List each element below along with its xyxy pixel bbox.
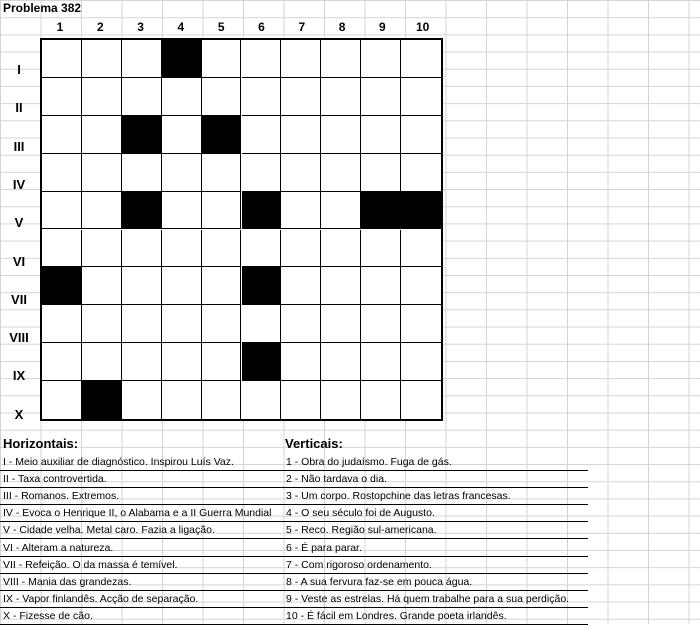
grid-cell[interactable] bbox=[42, 343, 82, 381]
grid-cell[interactable] bbox=[281, 381, 321, 419]
grid-cell[interactable] bbox=[281, 305, 321, 343]
clue-row bbox=[283, 557, 588, 574]
clue-row bbox=[0, 557, 283, 574]
grid-cell[interactable] bbox=[281, 343, 321, 381]
grid-cell[interactable] bbox=[361, 116, 401, 154]
clue-row bbox=[0, 488, 283, 505]
clue-row bbox=[283, 471, 588, 488]
grid-cell[interactable] bbox=[321, 78, 361, 116]
grid-cell[interactable] bbox=[361, 154, 401, 192]
grid-cell[interactable] bbox=[122, 230, 162, 268]
grid-cell[interactable] bbox=[242, 40, 282, 78]
grid-cell[interactable] bbox=[82, 78, 122, 116]
grid-cell[interactable] bbox=[281, 116, 321, 154]
clue-text: 9 - Veste as estrelas. Há quem trabalhe para a sua perdição. bbox=[286, 592, 570, 605]
grid-cell[interactable] bbox=[82, 192, 122, 230]
grid-cell[interactable] bbox=[42, 154, 82, 192]
grid-cell[interactable] bbox=[321, 305, 361, 343]
puzzle-title: Problema 382 bbox=[3, 1, 82, 15]
grid-cell[interactable] bbox=[202, 192, 242, 230]
grid-cell[interactable] bbox=[361, 40, 401, 78]
grid-cell[interactable] bbox=[242, 230, 282, 268]
grid-cell[interactable] bbox=[321, 154, 361, 192]
column-number: 3 bbox=[137, 20, 144, 34]
row-number: X bbox=[14, 406, 24, 422]
grid-cell-black bbox=[242, 192, 282, 230]
row-number: IX bbox=[12, 368, 26, 384]
grid-cell[interactable] bbox=[281, 267, 321, 305]
grid-cell[interactable] bbox=[122, 381, 162, 419]
clue-text: III - Romanos. Extremos. bbox=[3, 490, 120, 503]
grid-cell[interactable] bbox=[42, 192, 82, 230]
grid-cell-black bbox=[242, 267, 282, 305]
grid-cell[interactable] bbox=[401, 381, 441, 419]
row-number: VI bbox=[12, 253, 26, 269]
column-number: 6 bbox=[258, 20, 265, 34]
column-number: 4 bbox=[177, 20, 185, 34]
grid-cell[interactable] bbox=[242, 116, 282, 154]
grid-cell[interactable] bbox=[82, 116, 122, 154]
clue-text: 2 - Não tardava o dia. bbox=[286, 473, 387, 486]
grid-cell[interactable] bbox=[281, 230, 321, 268]
grid-cell[interactable] bbox=[122, 267, 162, 305]
grid-cell[interactable] bbox=[42, 305, 82, 343]
grid-cell[interactable] bbox=[321, 192, 361, 230]
clue-text: I - Meio auxiliar de diagnóstico. Inspirou Luís Vaz. bbox=[3, 456, 234, 468]
grid-cell[interactable] bbox=[401, 78, 441, 116]
clue-row bbox=[283, 574, 588, 591]
grid-cell[interactable] bbox=[122, 343, 162, 381]
clue-text: 5 - Reco. Região sul-americana. bbox=[286, 524, 437, 537]
grid-cell-black bbox=[202, 116, 242, 154]
grid-cell-black bbox=[82, 381, 122, 419]
row-number: VIII bbox=[9, 330, 29, 346]
clue-row bbox=[283, 454, 588, 471]
clue-text: 4 - O seu século foi de Augusto. bbox=[286, 507, 435, 520]
grid-cell[interactable] bbox=[162, 381, 202, 419]
grid-cell[interactable] bbox=[122, 154, 162, 192]
grid-cell[interactable] bbox=[162, 192, 202, 230]
grid-cell[interactable] bbox=[401, 267, 441, 305]
grid-cell[interactable] bbox=[82, 343, 122, 381]
grid-cell[interactable] bbox=[162, 230, 202, 268]
grid-cell[interactable] bbox=[202, 40, 242, 78]
grid-cell[interactable] bbox=[162, 116, 202, 154]
row-number: IV bbox=[12, 176, 26, 192]
clue-text: VI - Alteram a natureza. bbox=[3, 541, 114, 554]
grid-cell[interactable] bbox=[321, 343, 361, 381]
grid-cell[interactable] bbox=[162, 343, 202, 381]
row-number: II bbox=[15, 100, 23, 116]
grid-cell[interactable] bbox=[82, 267, 122, 305]
clue-row bbox=[283, 608, 588, 625]
column-number: 2 bbox=[96, 20, 104, 34]
grid-cell[interactable] bbox=[202, 305, 242, 343]
grid-cell-black bbox=[401, 192, 441, 230]
clue-row bbox=[0, 454, 283, 471]
grid-cell[interactable] bbox=[361, 78, 401, 116]
grid-cell[interactable] bbox=[361, 343, 401, 381]
grid-cell[interactable] bbox=[321, 267, 361, 305]
horizontal-heading: Horizontais: bbox=[3, 436, 79, 451]
grid-cell-black bbox=[122, 192, 162, 230]
grid-cell[interactable] bbox=[401, 305, 441, 343]
grid-cell[interactable] bbox=[401, 230, 441, 268]
clue-row bbox=[0, 505, 283, 522]
clue-text: 6 - É para parar. bbox=[286, 541, 362, 554]
clue-row bbox=[283, 591, 588, 608]
grid-cell[interactable] bbox=[401, 116, 441, 154]
grid-cell[interactable] bbox=[321, 381, 361, 419]
grid-cell[interactable] bbox=[202, 78, 242, 116]
grid-cell[interactable] bbox=[242, 305, 282, 343]
grid-cell[interactable] bbox=[321, 40, 361, 78]
clue-text: VIII - Mania das grandezas. bbox=[3, 575, 132, 588]
row-number: III bbox=[13, 138, 25, 154]
grid-cell-black bbox=[122, 116, 162, 154]
clue-text: 3 - Um corpo. Rostopchine das letras francesas. bbox=[286, 490, 511, 503]
grid-cell[interactable] bbox=[361, 230, 401, 268]
clue-row bbox=[0, 522, 283, 539]
grid-cell[interactable] bbox=[82, 154, 122, 192]
grid-cell-black bbox=[361, 192, 401, 230]
grid-cell[interactable] bbox=[401, 343, 441, 381]
grid-cell[interactable] bbox=[162, 78, 202, 116]
grid-cell[interactable] bbox=[321, 230, 361, 268]
row-number: I bbox=[17, 62, 21, 77]
clue-row bbox=[283, 488, 588, 505]
grid-cell[interactable] bbox=[42, 381, 82, 419]
grid-cell[interactable] bbox=[42, 230, 82, 268]
grid-cell[interactable] bbox=[242, 154, 282, 192]
clue-text: IX - Vapor finlandês. Acção de separação. bbox=[3, 592, 199, 605]
grid-cell[interactable] bbox=[202, 230, 242, 268]
grid-cell[interactable] bbox=[42, 40, 82, 78]
vertical-heading: Verticais: bbox=[285, 436, 343, 451]
grid-cell[interactable] bbox=[82, 305, 122, 343]
grid-cell[interactable] bbox=[321, 116, 361, 154]
clue-text: IV - Evoca o Henrique II, o Alabama e a II Guerra Mundial bbox=[3, 507, 272, 520]
grid-cell[interactable] bbox=[281, 40, 321, 78]
grid-cell[interactable] bbox=[242, 381, 282, 419]
clue-text: V - Cidade velha. Metal caro. Fazia a ligação. bbox=[3, 524, 215, 537]
clue-text: 1 - Obra do judaísmo. Fuga de gás. bbox=[286, 456, 452, 468]
grid-cell[interactable] bbox=[281, 192, 321, 230]
grid-cell[interactable] bbox=[281, 154, 321, 192]
row-number: VII bbox=[11, 291, 27, 307]
column-number: 10 bbox=[416, 20, 430, 34]
column-number: 9 bbox=[379, 20, 386, 34]
grid-cell-black bbox=[42, 267, 82, 305]
grid-cell-black bbox=[242, 343, 282, 381]
grid-cell[interactable] bbox=[162, 305, 202, 343]
clue-text: VII - Refeição. O da massa é temível. bbox=[3, 558, 178, 571]
column-number: 5 bbox=[217, 20, 225, 34]
grid-cell[interactable] bbox=[242, 78, 282, 116]
clue-row bbox=[283, 522, 588, 539]
clue-text: II - Taxa controvertida. bbox=[3, 473, 107, 486]
grid-cell[interactable] bbox=[202, 343, 242, 381]
grid-cell[interactable] bbox=[202, 381, 242, 419]
clue-row bbox=[283, 540, 588, 557]
grid-cell[interactable] bbox=[281, 78, 321, 116]
grid-cell-black bbox=[162, 40, 202, 78]
grid-cell[interactable] bbox=[361, 381, 401, 419]
column-number: 7 bbox=[298, 20, 306, 34]
grid-cell[interactable] bbox=[42, 116, 82, 154]
grid-cell[interactable] bbox=[401, 40, 441, 78]
grid-cell[interactable] bbox=[361, 305, 401, 343]
grid-cell[interactable] bbox=[162, 154, 202, 192]
grid-cell[interactable] bbox=[401, 154, 441, 192]
grid-cell[interactable] bbox=[202, 154, 242, 192]
grid-cell[interactable] bbox=[361, 267, 401, 305]
clue-row bbox=[0, 591, 283, 608]
grid-cell[interactable] bbox=[42, 78, 82, 116]
clue-row bbox=[0, 471, 283, 488]
clue-row bbox=[0, 608, 283, 625]
grid-cell[interactable] bbox=[202, 267, 242, 305]
clue-text: 7 - Com rigoroso ordenamento. bbox=[286, 558, 432, 571]
clue-text: 10 - É fácil em Londres. Grande poeta irlandês. bbox=[286, 609, 507, 622]
grid-cell[interactable] bbox=[162, 267, 202, 305]
grid-cell[interactable] bbox=[122, 40, 162, 78]
clue-row bbox=[283, 505, 588, 522]
column-number: 1 bbox=[56, 20, 64, 34]
clue-row bbox=[0, 574, 283, 591]
grid-cell[interactable] bbox=[82, 40, 122, 78]
crossword-grid bbox=[40, 38, 443, 421]
column-number: 8 bbox=[338, 20, 346, 34]
grid-cell[interactable] bbox=[122, 305, 162, 343]
clue-row bbox=[0, 540, 283, 557]
grid-cell[interactable] bbox=[122, 78, 162, 116]
row-number: V bbox=[14, 215, 24, 231]
clue-text: 8 - A sua fervura faz-se em pouca água. bbox=[286, 575, 473, 588]
clue-text: X - Fizesse de cão. bbox=[3, 609, 93, 622]
grid-cell[interactable] bbox=[82, 230, 122, 268]
